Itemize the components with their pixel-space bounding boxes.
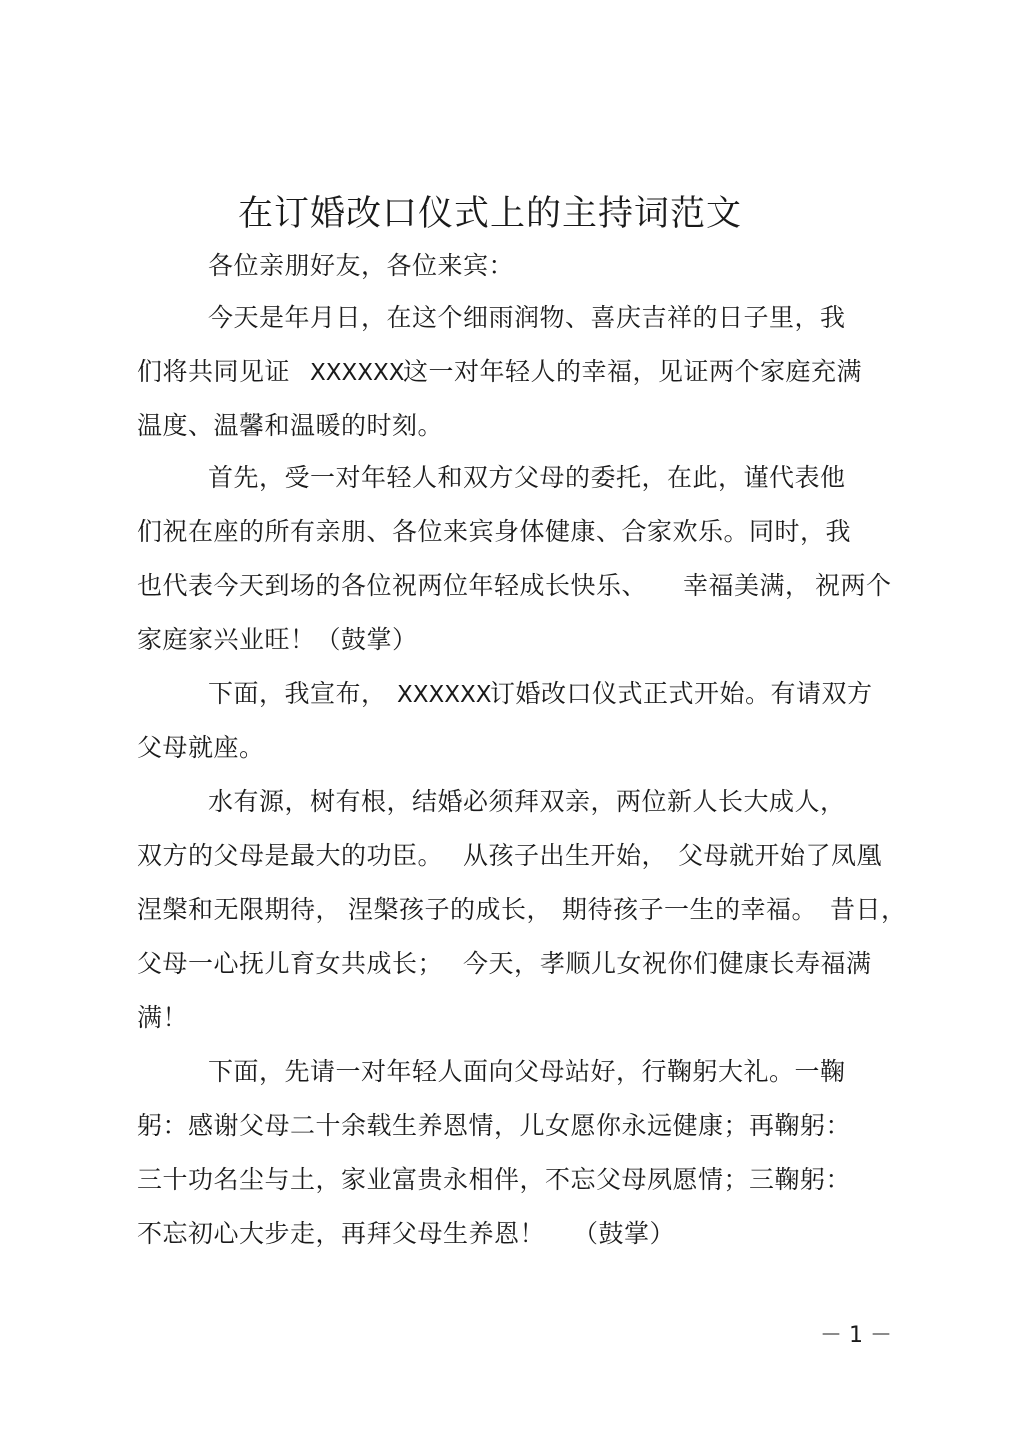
text-line: 今天是年月日，在这个细雨润物、喜庆吉祥的日子里，我 — [208, 303, 846, 332]
text-line: 孝顺儿女祝你们健康长寿福满 — [540, 949, 872, 978]
text-line: 今天， — [463, 949, 540, 978]
page-number: － 1 － — [820, 1323, 892, 1348]
text-line: 祝两个 — [815, 571, 892, 600]
text-line: 父母就开始了凤凰 — [678, 841, 883, 870]
text-line: 躬：感谢父母二十余载生养恩情，儿女愿你永远健康；再鞠躬： — [137, 1111, 852, 1140]
text-line: 满！ — [137, 1003, 189, 1032]
text-line: 订婚改口仪式正式开始。有请双方 — [490, 679, 873, 708]
text-line: 温度、温馨和温暖的时刻。 — [137, 411, 444, 440]
text-line: 昔日， — [830, 895, 907, 924]
text-line: 们祝在座的所有亲朋、各位来宾身体健康、合家欢乐。同时，我 — [137, 517, 852, 546]
text-line: 首先，受一对年轻人和双方父母的委托，在此，谨代表他 — [208, 463, 846, 492]
text-line: 这一对年轻人的幸福，见证两个家庭充满 — [403, 357, 863, 386]
text-line: 涅槃和无限期待， — [137, 895, 342, 924]
text-line: 水有源，树有根，结婚必须拜双亲，两位新人长大成人， — [208, 787, 846, 816]
text-line: 涅槃孩子的成长， — [348, 895, 553, 924]
text-line: 幸福美满， — [683, 571, 811, 600]
text-line: 期待孩子一生的幸福。 — [562, 895, 818, 924]
placeholder-name: XXXXXX — [310, 360, 405, 386]
text-line: 不忘初心大步走，再拜父母生养恩！ — [137, 1219, 546, 1248]
text-line: 下面，我宣布， — [208, 679, 387, 708]
text-line: （鼓掌） — [573, 1219, 676, 1248]
text-line: 也代表今天到场的各位祝两位年轻成长快乐、 — [137, 571, 648, 600]
text-line: 们将共同见证 — [137, 357, 291, 386]
text-line: 父母就座。 — [137, 733, 265, 762]
text-line: 父母一心抚儿育女共成长； — [137, 949, 444, 978]
text-line: 各位亲朋好友，各位来宾： — [208, 251, 515, 280]
document-title: 在订婚改口仪式上的主持词范文 — [237, 194, 742, 234]
text-line: 双方的父母是最大的功臣。 — [137, 841, 444, 870]
text-line: 下面，先请一对年轻人面向父母站好，行鞠躬大礼。一鞠 — [208, 1057, 846, 1086]
placeholder-name: XXXXXX — [397, 682, 492, 708]
text-line: 三十功名尘与土，家业富贵永相伴，不忘父母夙愿情；三鞠躬： — [137, 1165, 852, 1194]
text-line: 家庭家兴业旺！（鼓掌） — [137, 625, 418, 654]
text-line: 从孩子出生开始， — [463, 841, 668, 870]
